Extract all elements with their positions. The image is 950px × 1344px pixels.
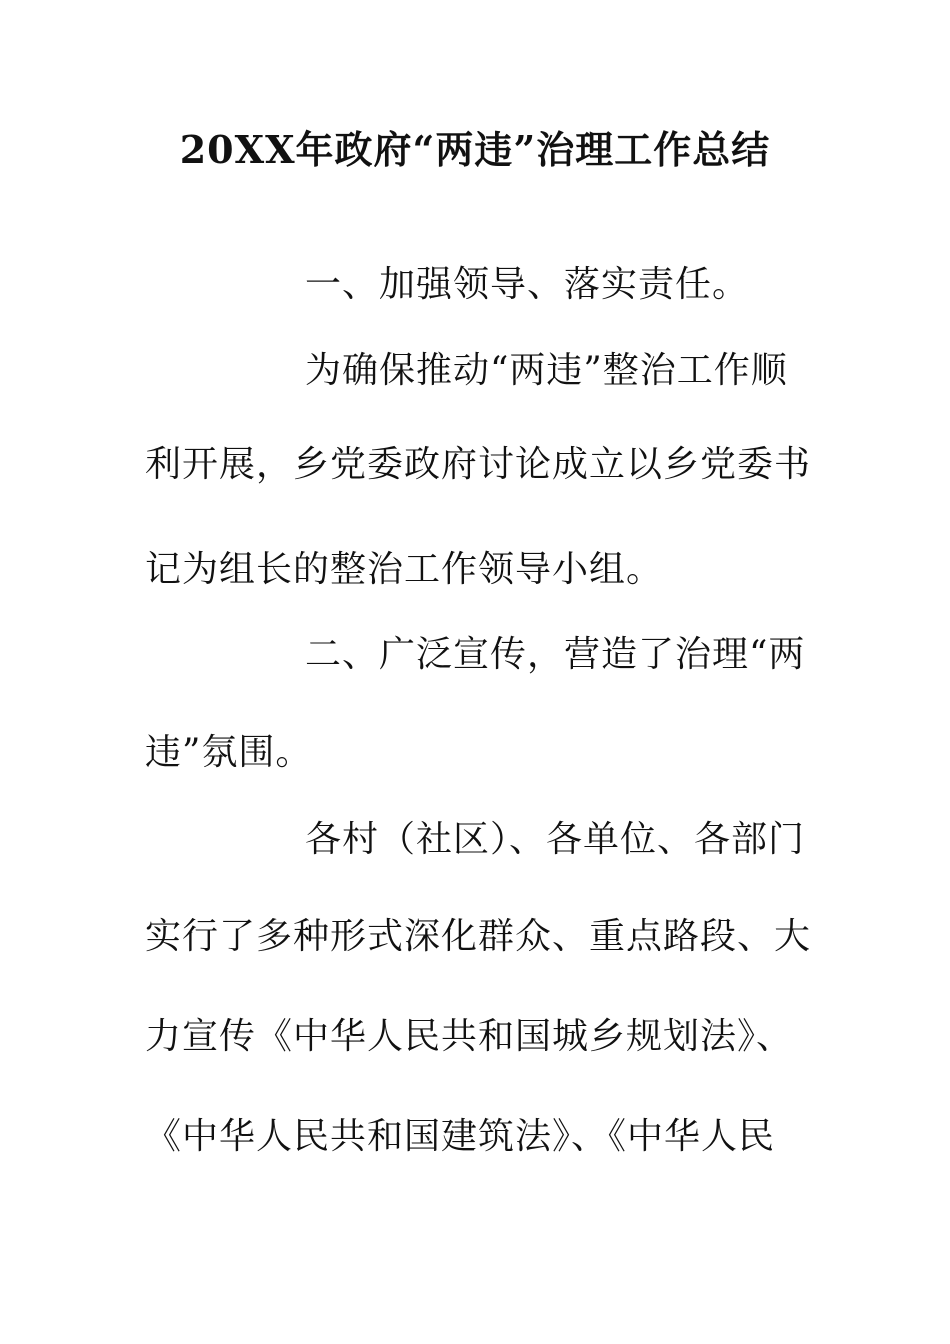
paragraph-line: 《中华人民共和国建筑法》、《中华人民 — [145, 1116, 776, 1157]
paragraph-line: 力宣传《中华人民共和国城乡规划法》、 — [145, 1016, 794, 1057]
section-heading-1: 一、加强领导、落实责任。 — [305, 264, 750, 305]
paragraph-line: 利开展，乡党委政府讨论成立以乡党委书 — [145, 444, 812, 485]
paragraph-line: 记为组长的整治工作领导小组。 — [145, 549, 664, 590]
document-title: 20XX年政府“两违”治理工作总结 — [179, 127, 771, 172]
paragraph-line: 各村（社区）、各单位、各部门 — [305, 819, 806, 860]
paragraph-line: 违”氛围。 — [145, 732, 313, 773]
paragraph-line: 实行了多种形式深化群众、重点路段、大 — [145, 916, 812, 957]
paragraph-line: 为确保推动“两违”整治工作顺 — [305, 350, 788, 391]
section-heading-2: 二、广泛宣传，营造了治理“两 — [305, 634, 806, 675]
